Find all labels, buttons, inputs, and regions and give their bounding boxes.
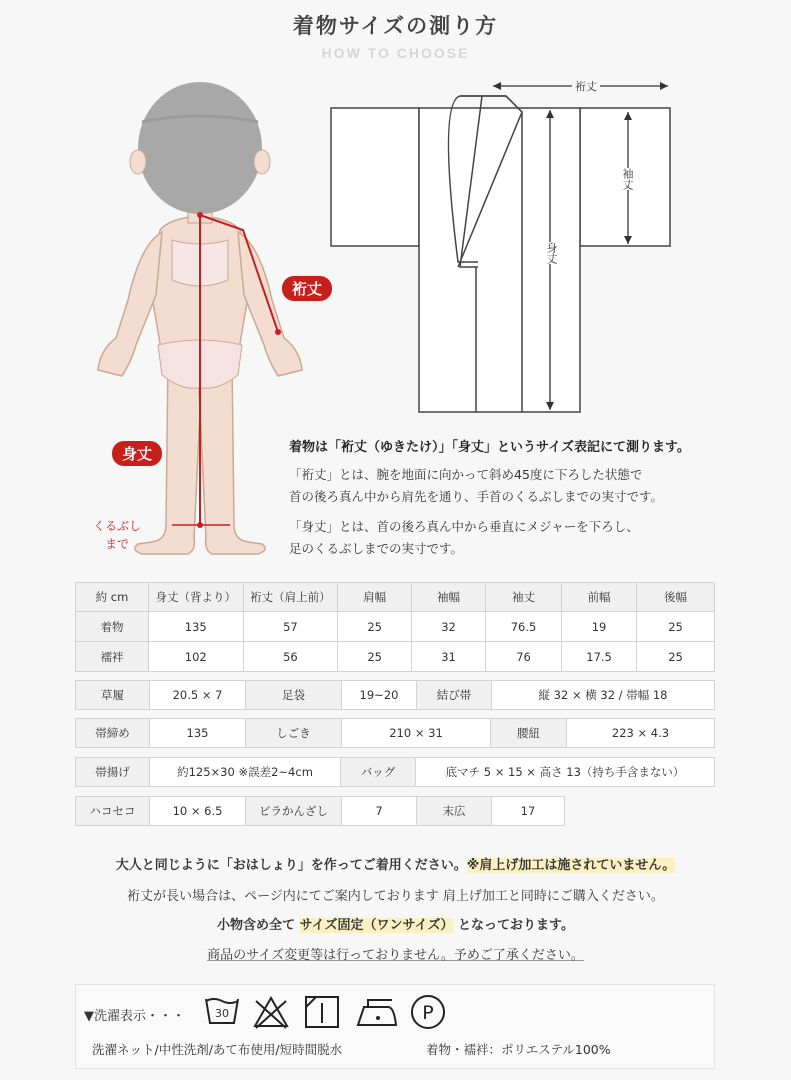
kimono-diagram xyxy=(328,72,673,417)
table-cell: しごき xyxy=(246,719,342,748)
footer-line-1 xyxy=(0,854,791,873)
table-cell: 20.5 × 7 xyxy=(150,681,246,710)
description-lead: 着物は「裄丈（ゆきたけ）」「身丈」というサイズ表記にて測ります。 xyxy=(289,440,690,455)
care-box xyxy=(75,984,715,1069)
table-cell: 210 × 31 xyxy=(342,719,491,748)
footer-line-4: 商品のサイズ変更等は行っておりません。予めご了承ください。 xyxy=(207,948,584,963)
table-row xyxy=(76,612,715,642)
line-dry-icon xyxy=(304,995,340,1029)
table-cell: ハコセコ xyxy=(76,797,150,826)
yuki-badge: 裄丈 xyxy=(282,276,332,301)
table-header-cell: 肩幅 xyxy=(338,583,412,612)
table-cell: 19 xyxy=(562,612,637,642)
description-yuki-1: 「裄丈」とは、腕を地面に向かって斜め45度に下ろした状態で xyxy=(289,467,643,482)
table-cell: 57 xyxy=(243,612,338,642)
table-cell: 底マチ 5 × 15 × 高さ 13（持ち手含まない） xyxy=(416,758,715,787)
footer-line-3c: となっております。 xyxy=(458,918,574,933)
table-cell: 足袋 xyxy=(246,681,342,710)
accessory-table-2 xyxy=(75,718,715,748)
table-row xyxy=(76,681,715,710)
accessory-table-1 xyxy=(75,680,715,710)
description-mitake-1: 「身丈」とは、首の後ろ真ん中から垂直にメジャーを下ろし、 xyxy=(289,519,639,534)
table-cell: 25 xyxy=(338,642,412,672)
table-header-cell: 後幅 xyxy=(637,583,715,612)
wash-temp: 30 xyxy=(215,1007,229,1020)
table-cell: 帯揚げ xyxy=(76,758,150,787)
table-cell: 10 × 6.5 xyxy=(150,797,246,826)
table-cell: 223 × 4.3 xyxy=(567,719,715,748)
table-row xyxy=(76,719,715,748)
table-header-cell: 前幅 xyxy=(562,583,637,612)
table-cell: 25 xyxy=(338,612,412,642)
kimono-sodetake-label: 袖丈 xyxy=(621,168,634,190)
footer-line-1b: ※肩上げ加工は施されていません。 xyxy=(466,858,676,873)
mitake-badge: 身丈 xyxy=(112,441,162,466)
table-cell: 76.5 xyxy=(485,612,561,642)
table-header-cell: 約 cm xyxy=(76,583,149,612)
page-title: 着物サイズの測り方 xyxy=(292,14,499,38)
svg-text:P: P xyxy=(422,1002,434,1024)
table-cell: 約125×30 ※誤差2~4cm xyxy=(150,758,341,787)
table-cell: 7 xyxy=(342,797,417,826)
table-cell: 帯締め xyxy=(76,719,150,748)
table-cell: 135 xyxy=(148,612,243,642)
dry-clean-p-icon xyxy=(410,994,446,1030)
table-cell: 縦 32 × 横 32 / 帯幅 18 xyxy=(492,681,715,710)
size-table xyxy=(75,582,715,672)
table-cell: 末広 xyxy=(417,797,492,826)
table-cell: 31 xyxy=(412,642,486,672)
kimono-mitake-label: 身丈 xyxy=(545,242,558,264)
footer-line-3a: 小物含め全て xyxy=(217,918,296,933)
accessory-table-4 xyxy=(75,796,565,826)
footer-line-3b: サイズ固定（ワンサイズ） xyxy=(299,918,454,933)
table-cell: 76 xyxy=(485,642,561,672)
table-cell: 腰紐 xyxy=(491,719,567,748)
table-cell: 102 xyxy=(148,642,243,672)
table-cell: 17 xyxy=(492,797,565,826)
table-cell: 56 xyxy=(243,642,338,672)
table-header-cell: 袖幅 xyxy=(412,583,486,612)
page-subtitle: HOW TO CHOOSE xyxy=(321,45,470,61)
table-cell: 結び帯 xyxy=(417,681,492,710)
table-header-cell: 身丈（背より） xyxy=(148,583,243,612)
table-row xyxy=(76,797,565,826)
ankle-note xyxy=(82,517,152,553)
table-header-cell: 裄丈（肩上前） xyxy=(243,583,338,612)
table-cell: 135 xyxy=(150,719,246,748)
footer-line-2: 裄丈が長い場合は、ページ内にてご案内しております 肩上げ加工と同時にご購入ください。 xyxy=(127,889,664,904)
kimono-yuki-label: 裄丈 xyxy=(572,78,600,94)
footer-line-3 xyxy=(0,914,791,933)
care-instructions: 洗濯ネット/中性洗剤/あて布使用/短時間脱水 xyxy=(92,1042,343,1057)
table-header-cell: 袖丈 xyxy=(485,583,561,612)
table-cell: ビラかんざし xyxy=(246,797,342,826)
table-row xyxy=(76,758,715,787)
table-cell: 草履 xyxy=(76,681,150,710)
care-label: ▼洗濯表示・・・ xyxy=(84,1009,185,1024)
table-cell: 17.5 xyxy=(562,642,637,672)
description-mitake-2: 足のくるぶしまでの実寸です。 xyxy=(289,541,464,556)
description-yuki-2: 首の後ろ真ん中から肩先を通り、手首のくるぶしまでの実寸です。 xyxy=(289,489,664,504)
table-row xyxy=(76,642,715,672)
table-cell: 32 xyxy=(412,612,486,642)
iron-low-icon xyxy=(354,995,400,1029)
table-cell: 19~20 xyxy=(342,681,417,710)
table-cell: バッグ xyxy=(341,758,416,787)
accessory-table-3 xyxy=(75,757,715,787)
table-cell: 襦袢 xyxy=(76,642,149,672)
material: 着物・襦袢：ポリエステル100% xyxy=(426,1042,611,1057)
footer-line-1a: 大人と同じように「おはしょり」を作ってご着用ください。 xyxy=(115,858,467,873)
ankle-note-line2: まで xyxy=(104,537,129,551)
no-bleach-icon xyxy=(252,995,290,1029)
size-table-header xyxy=(76,583,715,612)
table-cell: 25 xyxy=(637,642,715,672)
table-cell: 25 xyxy=(637,612,715,642)
table-cell: 着物 xyxy=(76,612,149,642)
ankle-note-line1: くるぶし xyxy=(92,519,141,533)
child-figure-illustration xyxy=(80,70,320,560)
